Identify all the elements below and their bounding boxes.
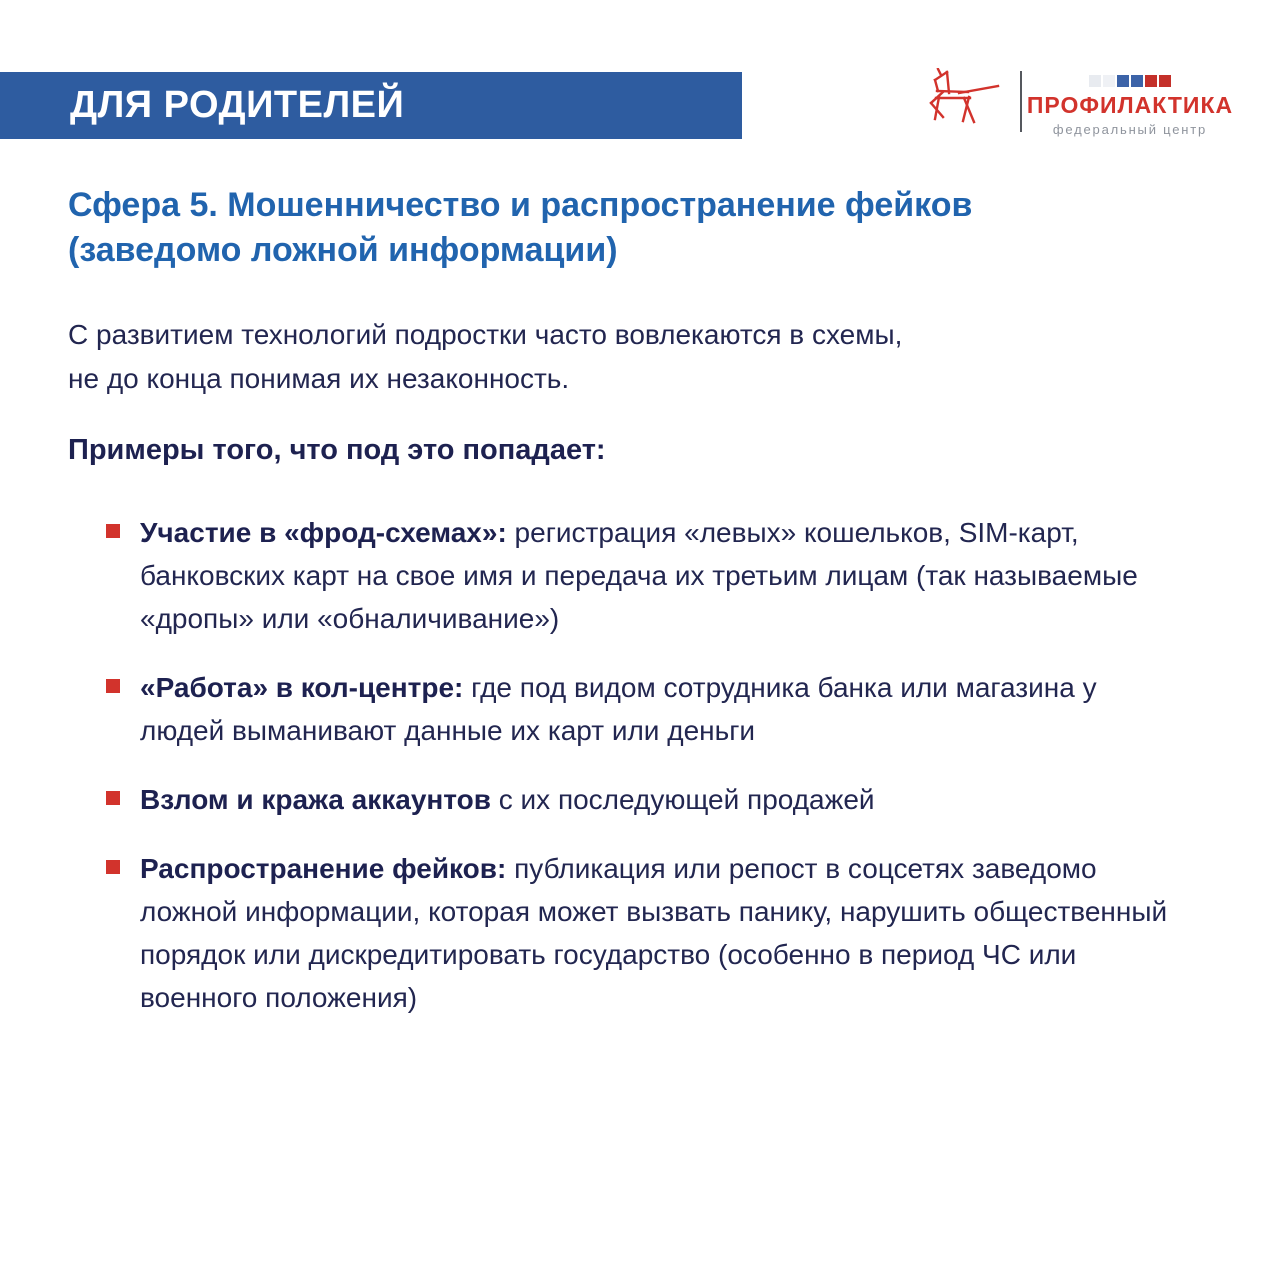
examples-list [106, 511, 1191, 1045]
list-item-description: где под видом сотрудника банка или магазина у людей выманивают данные их карт или деньги [140, 672, 1097, 746]
bullet-square-icon [106, 524, 120, 538]
list-item [106, 847, 1191, 1019]
list-item-text [140, 666, 1188, 752]
list-item [106, 666, 1191, 752]
list-item-description: с их последующей продажей [490, 784, 875, 815]
horse-logo-icon [926, 68, 1000, 128]
list-item-term: Взлом и кража аккаунтов [140, 784, 491, 815]
page-title [68, 183, 972, 273]
intro-paragraph [68, 313, 902, 401]
flag-square [1131, 75, 1143, 87]
list-item-term: «Работа» в кол-центре: [140, 672, 464, 703]
logo-divider [1020, 71, 1022, 132]
intro-line-1: С развитием технологий подростки часто вовлекаются в схемы, [68, 319, 903, 350]
page-title-line-2: (заведомо ложной информации) [68, 231, 618, 269]
bullet-square-icon [106, 791, 120, 805]
list-item-term: Участие в «фрод-схемах»: [140, 517, 507, 548]
bullet-square-icon [106, 860, 120, 874]
list-item-text [140, 511, 1188, 640]
list-item-description: публикация или репост в соцсетях заведомо ложной информации, которая может вызвать панику, нарушить общественный порядок или дискредитировать государство (особенно в период ЧС или военного положения) [140, 853, 1168, 1013]
list-item-text [140, 778, 875, 821]
flag-square [1089, 75, 1101, 87]
logo-block [1026, 75, 1234, 137]
banner-title: ДЛЯ РОДИТЕЛЕЙ [70, 84, 405, 126]
list-item-description: регистрация «левых» кошельков, SIM-карт, банковских карт на свое имя и передача их третьим лицам (так называемые «дропы» или «обналичивание») [140, 517, 1138, 634]
flag-squares-icon [1089, 75, 1171, 87]
flag-square [1103, 75, 1115, 87]
bullet-square-icon [106, 679, 120, 693]
flag-square [1145, 75, 1157, 87]
header-banner [0, 72, 742, 139]
list-item [106, 511, 1191, 640]
flag-square [1159, 75, 1171, 87]
intro-line-2: не до конца понимая их незаконность. [68, 363, 570, 394]
logo-brand-name: ПРОФИЛАКТИКА [1026, 92, 1234, 118]
list-item [106, 778, 1191, 821]
flag-square [1117, 75, 1129, 87]
list-item-text [140, 847, 1188, 1019]
list-item-term: Распространение фейков: [140, 853, 507, 884]
logo-subtitle: федеральный центр [1052, 122, 1208, 137]
page-title-line-1: Сфера 5. Мошенничество и распространение фейков [68, 186, 973, 224]
examples-heading: Примеры того, что под это попадает: [68, 434, 606, 466]
